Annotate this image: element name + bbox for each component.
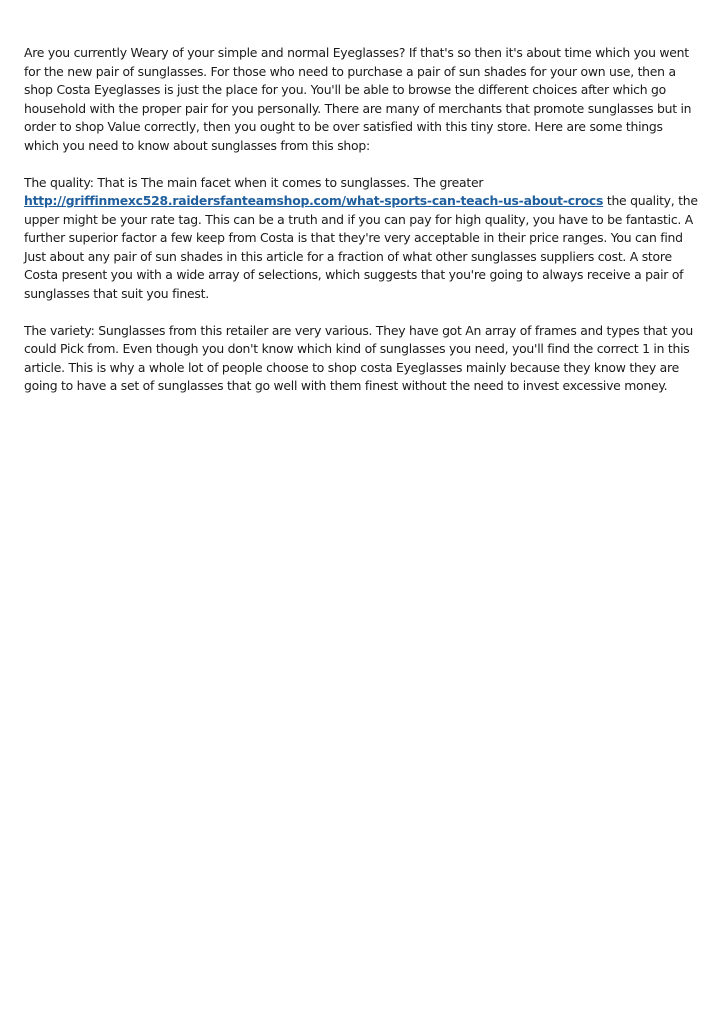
article-link[interactable]: http://griffinmexc528.raidersfanteamshop.com/what-sports-can-teach-us-about-crocs bbox=[24, 193, 604, 208]
paragraph-quality-before: The quality: That is The main facet when it comes to sunglasses. The greater bbox=[24, 174, 484, 190]
paragraph-variety: The variety: Sunglasses from this retailer are very various. They have got An array of frames and types that you could Pick from. Even though you don't know which kind of sunglasses you need, you'll find the correct 1 in this article. This is why a whole lot of people choose to shop costa Eyeglasses mainly because they know they are going to have a set of sunglasses that go well with them finest without the need to invest excessive money. bbox=[24, 322, 693, 393]
document-page bbox=[24, 44, 700, 414]
paragraph-quality-after: the quality, the upper might be your rate tag. This can be a truth and if you can pay for high quality, you have to be fantastic. A further superior factor a few keep from Costa is that they're very acceptable in their price ranges. You can find Just about any pair of sun shades in this article for a fraction of what other sunglasses suppliers cost. A store Costa present you with a wide array of selections, which suggests that you're going to always receive a pair of sunglasses that suit you finest. bbox=[24, 193, 698, 301]
paragraph-quality bbox=[24, 174, 700, 304]
paragraph-intro: Are you currently Weary of your simple and normal Eyeglasses? If that's so then it's about time which you went for the new pair of sunglasses. For those who need to purchase a pair of sun shades for your own use, then a shop Costa Eyeglasses is just the place for you. You'll be able to browse the different choices after which go household with the proper pair for you personally. There are many of merchants that promote sunglasses but in order to shop Value correctly, then you ought to be over satisfied with this tiny store. Here are some things which you need to know about sunglasses from this shop: bbox=[24, 45, 692, 153]
